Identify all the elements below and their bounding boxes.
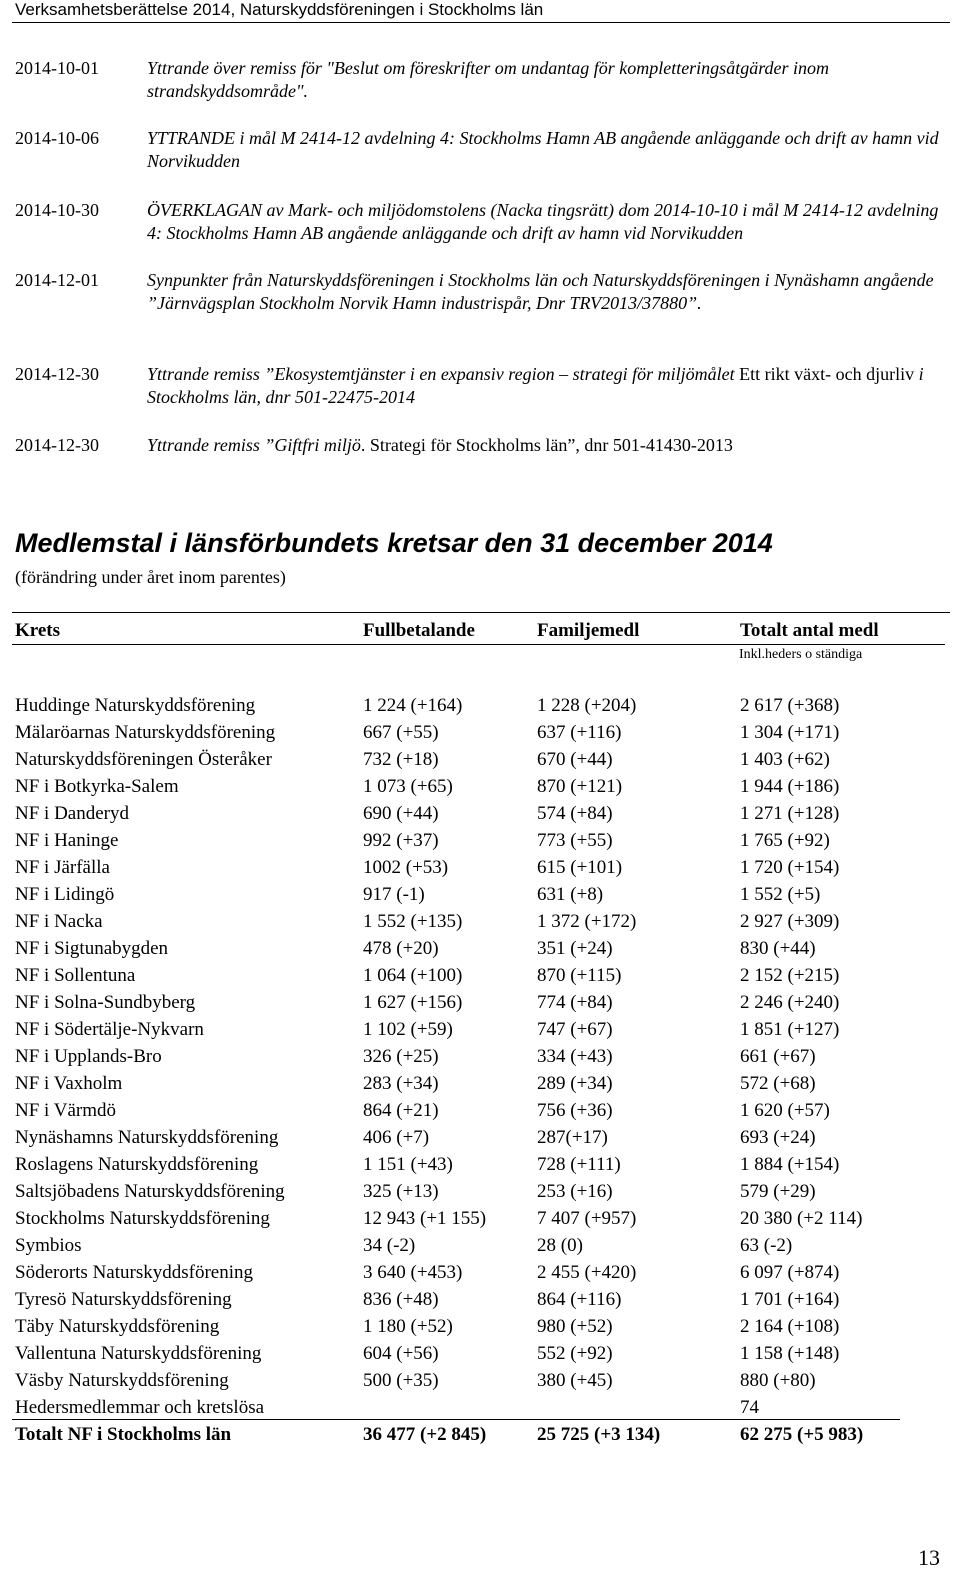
event-date: 2014-10-06 bbox=[15, 128, 99, 148]
cell-krets: Symbios bbox=[15, 1235, 82, 1256]
cell-fullbetalande: 1 151 (+43) bbox=[363, 1154, 453, 1175]
cell-fullbetalande: 992 (+37) bbox=[363, 830, 439, 851]
event-date: 2014-12-30 bbox=[15, 435, 99, 455]
cell-totalt: 579 (+29) bbox=[740, 1181, 816, 1202]
cell-fullbetalande: 690 (+44) bbox=[363, 803, 439, 824]
table-row bbox=[15, 935, 945, 962]
table-row bbox=[15, 1097, 945, 1124]
cell-totalt: 1 620 (+57) bbox=[740, 1100, 830, 1121]
cell-familjemedl: 552 (+92) bbox=[537, 1343, 613, 1364]
event-text-italic: Yttrande remiss ”Giftfri miljö bbox=[147, 435, 361, 455]
event-text-tail: i Stockholms län, dnr 501-22475-2014 bbox=[147, 364, 924, 407]
table-row bbox=[15, 773, 945, 800]
cell-totalt: 572 (+68) bbox=[740, 1073, 816, 1094]
event-text-upright: . Strategi för Stockholms län”, dnr 501-41430-2013 bbox=[360, 435, 733, 455]
cell-fullbetalande: 283 (+34) bbox=[363, 1073, 439, 1094]
cell-krets: Hedersmedlemmar och kretslösa bbox=[15, 1397, 265, 1418]
cell-krets: Tyresö Naturskyddsförening bbox=[15, 1289, 232, 1310]
cell-fullbetalande: 1 073 (+65) bbox=[363, 776, 453, 797]
table-row bbox=[15, 1313, 945, 1340]
event-date: 2014-12-01 bbox=[15, 270, 99, 290]
table-row bbox=[15, 692, 945, 719]
cell-familjemedl: 870 (+115) bbox=[537, 965, 622, 986]
cell-totalt: 2 617 (+368) bbox=[740, 695, 840, 716]
cell-krets: NF i Haninge bbox=[15, 830, 119, 851]
table-row bbox=[15, 962, 945, 989]
cell-familjemedl: 380 (+45) bbox=[537, 1370, 613, 1391]
cell-totalt: 1 851 (+127) bbox=[740, 1019, 840, 1040]
cell-familjemedl: 287(+17) bbox=[537, 1127, 608, 1148]
table-top-rule bbox=[12, 612, 950, 613]
cell-totalt: 1 403 (+62) bbox=[740, 749, 830, 770]
table-row bbox=[15, 881, 945, 908]
cell-totalt: 880 (+80) bbox=[740, 1370, 816, 1391]
cell-totalt: 1 944 (+186) bbox=[740, 776, 840, 797]
event-date: 2014-10-01 bbox=[15, 58, 99, 78]
table-row bbox=[15, 1016, 945, 1043]
cell-krets: NF i Sollentuna bbox=[15, 965, 136, 986]
cell-totalt: 1 158 (+148) bbox=[740, 1343, 840, 1364]
cell-krets: NF i Danderyd bbox=[15, 803, 129, 824]
cell-krets: NF i Botkyrka-Salem bbox=[15, 776, 179, 797]
cell-krets: Stockholms Naturskyddsförening bbox=[15, 1208, 270, 1229]
table-row bbox=[15, 1043, 945, 1070]
cell-fullbetalande: 604 (+56) bbox=[363, 1343, 439, 1364]
cell-fullbetalande: 3 640 (+453) bbox=[363, 1262, 463, 1283]
total-rule bbox=[12, 1419, 900, 1420]
cell-krets: NF i Solna-Sundbyberg bbox=[15, 992, 196, 1013]
cell-krets: NF i Värmdö bbox=[15, 1100, 116, 1121]
cell-totalt: 2 164 (+108) bbox=[740, 1316, 840, 1337]
cell-familjemedl: 864 (+116) bbox=[537, 1289, 622, 1310]
table-row bbox=[15, 827, 945, 854]
event-date: 2014-10-30 bbox=[15, 200, 99, 220]
cell-totalt: 2 246 (+240) bbox=[740, 992, 840, 1013]
total-cell-fullbetalande: 36 477 (+2 845) bbox=[363, 1424, 487, 1445]
section-subtitle: (förändring under året inom parentes) bbox=[15, 567, 286, 587]
cell-familjemedl: 28 (0) bbox=[537, 1235, 583, 1256]
table-row bbox=[15, 1367, 945, 1394]
total-row bbox=[15, 1421, 945, 1448]
cell-totalt: 693 (+24) bbox=[740, 1127, 816, 1148]
cell-familjemedl: 670 (+44) bbox=[537, 749, 613, 770]
cell-familjemedl: 774 (+84) bbox=[537, 992, 613, 1013]
table-row bbox=[15, 1394, 945, 1421]
cell-familjemedl: 2 455 (+420) bbox=[537, 1262, 637, 1283]
cell-familjemedl: 1 228 (+204) bbox=[537, 695, 637, 716]
cell-totalt: 1 552 (+5) bbox=[740, 884, 821, 905]
table-row bbox=[15, 989, 945, 1016]
cell-totalt: 63 (-2) bbox=[740, 1235, 793, 1256]
cell-totalt: 74 bbox=[740, 1397, 759, 1418]
cell-familjemedl: 351 (+24) bbox=[537, 938, 613, 959]
column-header-totalt: Totalt antal medl bbox=[740, 620, 879, 641]
cell-totalt: 2 152 (+215) bbox=[740, 965, 840, 986]
cell-krets: NF i Lidingö bbox=[15, 884, 115, 905]
total-cell-krets: Totalt NF i Stockholms län bbox=[15, 1424, 232, 1445]
cell-fullbetalande: 500 (+35) bbox=[363, 1370, 439, 1391]
header-rule bbox=[12, 22, 950, 23]
running-header: Verksamhetsberättelse 2014, Naturskyddsföreningen i Stockholms län bbox=[15, 0, 544, 19]
table-row bbox=[15, 1340, 945, 1367]
cell-krets: NF i Vaxholm bbox=[15, 1073, 123, 1094]
cell-familjemedl: 631 (+8) bbox=[537, 884, 604, 905]
cell-krets: NF i Järfälla bbox=[15, 857, 110, 878]
event-text-italic: Yttrande remiss ”Ekosystemtjänster i en expansiv region – strategi för miljömålet bbox=[147, 364, 735, 384]
cell-fullbetalande: 836 (+48) bbox=[363, 1289, 439, 1310]
cell-krets: Huddinge Naturskyddsförening bbox=[15, 695, 256, 716]
event-description: ÖVERKLAGAN av Mark- och miljödomstolens (Nacka tingsrätt) dom 2014-10-10 i mål M 2414-12 avdelning 4: Stockholms Hamn AB angående anläggande och drift av hamn vid Norvikudden bbox=[147, 200, 939, 243]
cell-krets: Väsby Naturskyddsförening bbox=[15, 1370, 229, 1391]
cell-totalt: 661 (+67) bbox=[740, 1046, 816, 1067]
cell-familjemedl: 574 (+84) bbox=[537, 803, 613, 824]
cell-krets: Naturskyddsföreningen Österåker bbox=[15, 749, 272, 770]
cell-fullbetalande: 1 552 (+135) bbox=[363, 911, 463, 932]
section-title: Medlemstal i länsförbundets kretsar den 31 december 2014 bbox=[15, 528, 773, 558]
cell-fullbetalande: 732 (+18) bbox=[363, 749, 439, 770]
cell-familjemedl: 870 (+121) bbox=[537, 776, 623, 797]
cell-fullbetalande: 1 627 (+156) bbox=[363, 992, 463, 1013]
table-row bbox=[15, 800, 945, 827]
event-description: YTTRANDE i mål M 2414-12 avdelning 4: Stockholms Hamn AB angående anläggande och drift av hamn vid Norvikudden bbox=[147, 128, 939, 171]
cell-fullbetalande: 1 102 (+59) bbox=[363, 1019, 453, 1040]
cell-totalt: 20 380 (+2 114) bbox=[740, 1208, 863, 1229]
cell-familjemedl: 728 (+111) bbox=[537, 1154, 621, 1175]
table-row bbox=[15, 1151, 945, 1178]
cell-krets: Mälaröarnas Naturskyddsförening bbox=[15, 722, 276, 743]
cell-totalt: 1 271 (+128) bbox=[740, 803, 840, 824]
cell-familjemedl: 334 (+43) bbox=[537, 1046, 613, 1067]
cell-fullbetalande: 34 (-2) bbox=[363, 1235, 416, 1256]
cell-krets: Saltsjöbadens Naturskyddsförening bbox=[15, 1181, 285, 1202]
cell-totalt: 1 884 (+154) bbox=[740, 1154, 840, 1175]
event-date: 2014-12-30 bbox=[15, 364, 99, 384]
cell-familjemedl: 747 (+67) bbox=[537, 1019, 613, 1040]
table-row bbox=[15, 1070, 945, 1097]
cell-krets: Söderorts Naturskyddsförening bbox=[15, 1262, 253, 1283]
cell-krets: NF i Sigtunabygden bbox=[15, 938, 169, 959]
table-row bbox=[15, 1205, 945, 1232]
cell-krets: Roslagens Naturskyddsförening bbox=[15, 1154, 259, 1175]
table-row bbox=[15, 908, 945, 935]
cell-familjemedl: 289 (+34) bbox=[537, 1073, 613, 1094]
cell-familjemedl: 1 372 (+172) bbox=[537, 911, 637, 932]
cell-fullbetalande: 667 (+55) bbox=[363, 722, 439, 743]
table-row bbox=[15, 1178, 945, 1205]
table-row bbox=[15, 1124, 945, 1151]
column-header-krets: Krets bbox=[15, 620, 61, 641]
cell-fullbetalande: 1002 (+53) bbox=[363, 857, 449, 878]
event-description: Yttrande över remiss för "Beslut om föreskrifter om undantag för kompletteringsåtgärder inom strandskyddsområde". bbox=[147, 58, 830, 101]
table-row bbox=[15, 1232, 945, 1259]
table-row bbox=[15, 1286, 945, 1313]
cell-krets: NF i Södertälje-Nykvarn bbox=[15, 1019, 204, 1040]
cell-fullbetalande: 1 224 (+164) bbox=[363, 695, 463, 716]
cell-familjemedl: 7 407 (+957) bbox=[537, 1208, 637, 1229]
table-row bbox=[15, 854, 945, 881]
cell-fullbetalande: 406 (+7) bbox=[363, 1127, 430, 1148]
column-header-note: Inkl.heders o ständiga bbox=[739, 647, 863, 662]
cell-familjemedl: 253 (+16) bbox=[537, 1181, 613, 1202]
cell-fullbetalande: 478 (+20) bbox=[363, 938, 439, 959]
column-header-fullbetalande: Fullbetalande bbox=[363, 620, 475, 641]
cell-fullbetalande: 917 (-1) bbox=[363, 884, 425, 905]
cell-totalt: 1 701 (+164) bbox=[740, 1289, 840, 1310]
table-row bbox=[15, 746, 945, 773]
cell-krets: NF i Upplands-Bro bbox=[15, 1046, 162, 1067]
cell-krets: Vallentuna Naturskyddsförening bbox=[15, 1343, 262, 1364]
cell-fullbetalande: 12 943 (+1 155) bbox=[363, 1208, 487, 1229]
cell-krets: NF i Nacka bbox=[15, 911, 103, 932]
header-bottom-rule bbox=[12, 644, 945, 645]
cell-fullbetalande: 1 064 (+100) bbox=[363, 965, 463, 986]
cell-fullbetalande: 326 (+25) bbox=[363, 1046, 439, 1067]
cell-totalt: 830 (+44) bbox=[740, 938, 816, 959]
cell-familjemedl: 980 (+52) bbox=[537, 1316, 613, 1337]
total-cell-totalt: 62 275 (+5 983) bbox=[740, 1424, 864, 1445]
column-header-familjemedl: Familjemedl bbox=[537, 620, 640, 641]
table-row bbox=[15, 1259, 945, 1286]
cell-totalt: 6 097 (+874) bbox=[740, 1262, 840, 1283]
cell-fullbetalande: 864 (+21) bbox=[363, 1100, 439, 1121]
cell-krets: Täby Naturskyddsförening bbox=[15, 1316, 220, 1337]
cell-familjemedl: 637 (+116) bbox=[537, 722, 622, 743]
cell-fullbetalande: 325 (+13) bbox=[363, 1181, 439, 1202]
cell-krets: Nynäshamns Naturskyddsförening bbox=[15, 1127, 279, 1148]
cell-totalt: 1 304 (+171) bbox=[740, 722, 840, 743]
event-description: Synpunkter från Naturskyddsföreningen i Stockholms län och Naturskyddsföreningen i Nynäshamn angående ”Järnvägsplan Stockholm Norvik Hamn industrispår, Dnr TRV2013/37880”. bbox=[147, 270, 934, 313]
page-number: 13 bbox=[918, 1545, 940, 1570]
cell-familjemedl: 773 (+55) bbox=[537, 830, 613, 851]
event-description bbox=[147, 434, 945, 457]
event-text-upright: Ett rikt växt- och djurliv bbox=[734, 364, 915, 384]
cell-familjemedl: 615 (+101) bbox=[537, 857, 623, 878]
cell-totalt: 1 720 (+154) bbox=[740, 857, 840, 878]
table-row bbox=[15, 719, 945, 746]
cell-fullbetalande: 1 180 (+52) bbox=[363, 1316, 453, 1337]
total-cell-familjemedl: 25 725 (+3 134) bbox=[537, 1424, 661, 1445]
cell-totalt: 2 927 (+309) bbox=[740, 911, 840, 932]
event-description bbox=[147, 363, 945, 409]
cell-familjemedl: 756 (+36) bbox=[537, 1100, 613, 1121]
cell-totalt: 1 765 (+92) bbox=[740, 830, 830, 851]
